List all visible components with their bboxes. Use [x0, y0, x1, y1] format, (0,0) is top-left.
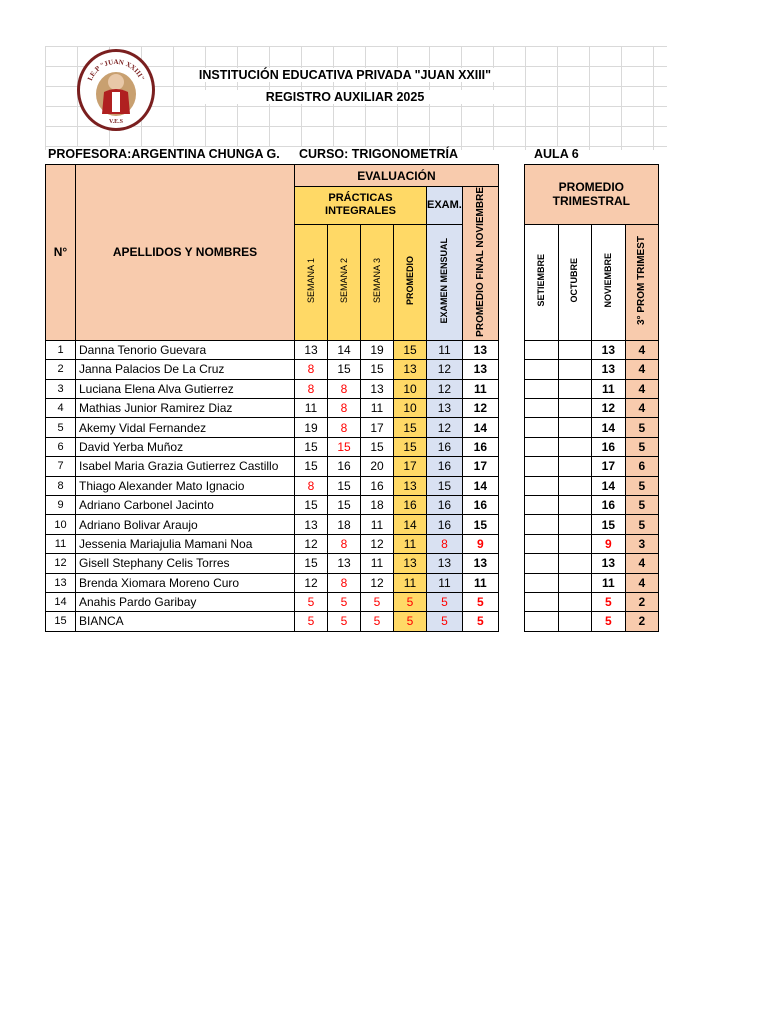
noviembre-grade: 14	[591, 418, 625, 437]
noviembre-grade: 16	[591, 495, 625, 514]
row-number: 5	[46, 418, 76, 437]
column-gap	[498, 612, 524, 631]
semana3-grade: 11	[361, 515, 394, 534]
promedio-grade: 5	[394, 592, 427, 611]
trimestral-grade: 2	[625, 612, 658, 631]
final-grade: 14	[462, 418, 498, 437]
noviembre-grade: 9	[591, 534, 625, 553]
octubre-grade	[558, 360, 591, 379]
noviembre-grade: 11	[591, 573, 625, 592]
row-number: 2	[46, 360, 76, 379]
octubre-grade	[558, 437, 591, 456]
octubre-grade	[558, 379, 591, 398]
student-name: David Yerba Muñoz	[76, 437, 295, 456]
semana1-grade: 13	[295, 340, 328, 359]
semana2-grade: 8	[328, 379, 361, 398]
octubre-grade	[558, 418, 591, 437]
exam-grade: 15	[427, 476, 463, 495]
noviembre-grade: 17	[591, 457, 625, 476]
row-number: 11	[46, 534, 76, 553]
exam-grade: 12	[427, 379, 463, 398]
semana3-grade: 19	[361, 340, 394, 359]
semana2-grade: 15	[328, 360, 361, 379]
student-name: Jessenia Mariajulia Mamani Noa	[76, 534, 295, 553]
noviembre-grade: 11	[591, 379, 625, 398]
trimestral-grade: 4	[625, 340, 658, 359]
table-row	[46, 418, 659, 437]
exam-grade: 16	[427, 437, 463, 456]
octubre-grade	[558, 573, 591, 592]
final-grade: 15	[462, 515, 498, 534]
final-grade: 13	[462, 340, 498, 359]
noviembre-grade: 16	[591, 437, 625, 456]
trimestral-grade: 4	[625, 573, 658, 592]
table-row	[46, 515, 659, 534]
octubre-grade	[558, 612, 591, 631]
exam-header: EXAM.	[427, 187, 463, 225]
octubre-grade	[558, 457, 591, 476]
semana3-grade: 11	[361, 554, 394, 573]
student-name: Janna Palacios De La Cruz	[76, 360, 295, 379]
semana1-grade: 19	[295, 418, 328, 437]
header-grid	[45, 46, 667, 161]
trimestral-grade: 2	[625, 592, 658, 611]
semana2-grade: 8	[328, 418, 361, 437]
noviembre-grade: 13	[591, 554, 625, 573]
student-name: Mathias Junior Ramirez Diaz	[76, 399, 295, 418]
final-grade: 17	[462, 457, 498, 476]
institution-title: INSTITUCIÓN EDUCATIVA PRIVADA "JUAN XXIII"	[195, 68, 495, 82]
semana3-grade: 17	[361, 418, 394, 437]
table-row	[46, 612, 659, 631]
row-number: 13	[46, 573, 76, 592]
table-row	[46, 592, 659, 611]
final-grade: 9	[462, 534, 498, 553]
final-grade: 11	[462, 573, 498, 592]
final-grade: 5	[462, 612, 498, 631]
exam-grade: 12	[427, 360, 463, 379]
final-grade: 13	[462, 360, 498, 379]
exam-grade: 5	[427, 612, 463, 631]
octubre-grade	[558, 399, 591, 418]
column-gap	[498, 476, 524, 495]
semana3-grade: 18	[361, 495, 394, 514]
column-gap	[498, 554, 524, 573]
semana2-grade: 8	[328, 399, 361, 418]
column-gap	[498, 457, 524, 476]
trimestral-grade: 4	[625, 399, 658, 418]
row-number: 1	[46, 340, 76, 359]
setiembre-grade	[524, 340, 558, 359]
exam-mensual-header: EXAMEN MENSUAL	[427, 224, 463, 340]
svg-text:I.E.P "JUAN XXIII": I.E.P "JUAN XXIII"	[86, 57, 146, 82]
column-gap	[498, 495, 524, 514]
semana2-grade: 8	[328, 573, 361, 592]
setiembre-grade	[524, 534, 558, 553]
table-row	[46, 573, 659, 592]
noviembre-grade: 15	[591, 515, 625, 534]
setiembre-grade	[524, 612, 558, 631]
column-gap	[498, 418, 524, 437]
exam-grade: 13	[427, 399, 463, 418]
octubre-header: OCTUBRE	[558, 224, 591, 340]
logo-seal-icon	[80, 52, 152, 128]
promedio-grade: 11	[394, 573, 427, 592]
column-gap	[498, 515, 524, 534]
promedio-grade: 14	[394, 515, 427, 534]
trimestral-grade: 5	[625, 495, 658, 514]
promedio-grade: 15	[394, 437, 427, 456]
semana1-grade: 8	[295, 360, 328, 379]
grades-table	[45, 164, 659, 632]
setiembre-grade	[524, 495, 558, 514]
exam-grade: 16	[427, 495, 463, 514]
row-number: 3	[46, 379, 76, 398]
octubre-grade	[558, 534, 591, 553]
trimestral-grade: 6	[625, 457, 658, 476]
final-grade: 16	[462, 495, 498, 514]
semana3-grade: 12	[361, 573, 394, 592]
trimestral-grade: 3	[625, 534, 658, 553]
row-number: 8	[46, 476, 76, 495]
column-gap	[498, 573, 524, 592]
semana1-grade: 15	[295, 437, 328, 456]
row-number: 10	[46, 515, 76, 534]
semana1-grade: 12	[295, 573, 328, 592]
setiembre-grade	[524, 437, 558, 456]
table-row	[46, 534, 659, 553]
setiembre-grade	[524, 476, 558, 495]
exam-grade: 8	[427, 534, 463, 553]
course-label: CURSO: TRIGONOMETRÍA	[299, 147, 459, 161]
semana1-grade: 8	[295, 379, 328, 398]
trimestral-grade: 4	[625, 554, 658, 573]
promedio-grade: 16	[394, 495, 427, 514]
student-name: Danna Tenorio Guevara	[76, 340, 295, 359]
semana2-grade: 5	[328, 612, 361, 631]
svg-text:V.E.S: V.E.S	[109, 119, 123, 125]
semana2-grade: 15	[328, 437, 361, 456]
setiembre-grade	[524, 457, 558, 476]
semana1-grade: 11	[295, 399, 328, 418]
semana3-grade: 5	[361, 592, 394, 611]
school-logo	[77, 49, 155, 131]
trimestral-grade: 5	[625, 437, 658, 456]
promedio-grade: 10	[394, 379, 427, 398]
promedio-grade: 13	[394, 360, 427, 379]
semana3-grade: 13	[361, 379, 394, 398]
semana2-grade: 8	[328, 534, 361, 553]
exam-grade: 11	[427, 340, 463, 359]
practicas-header: PRÁCTICAS INTEGRALES	[295, 187, 427, 225]
student-name: Luciana Elena Alva Gutierrez	[76, 379, 295, 398]
teacher-label: PROFESORA:ARGENTINA CHUNGA G.	[48, 147, 280, 161]
octubre-grade	[558, 340, 591, 359]
prom-trimest-header: 3° PROM TRIMEST	[625, 224, 658, 340]
octubre-grade	[558, 515, 591, 534]
final-grade: 5	[462, 592, 498, 611]
row-number: 15	[46, 612, 76, 631]
final-average-header: PROMEDIO FINAL NOVIEMBRE	[462, 187, 498, 341]
student-name: Adriano Carbonel Jacinto	[76, 495, 295, 514]
column-gap	[498, 360, 524, 379]
exam-grade: 12	[427, 418, 463, 437]
table-row	[46, 495, 659, 514]
setiembre-grade	[524, 573, 558, 592]
noviembre-grade: 12	[591, 399, 625, 418]
semana3-grade: 16	[361, 476, 394, 495]
row-number: 6	[46, 437, 76, 456]
column-gap	[498, 534, 524, 553]
student-name: Gisell Stephany Celis Torres	[76, 554, 295, 573]
semana1-grade: 5	[295, 592, 328, 611]
row-number: 14	[46, 592, 76, 611]
promedio-grade: 5	[394, 612, 427, 631]
setiembre-grade	[524, 399, 558, 418]
setiembre-grade	[524, 554, 558, 573]
octubre-grade	[558, 592, 591, 611]
semana2-grade: 14	[328, 340, 361, 359]
student-name: Brenda Xiomara Moreno Curo	[76, 573, 295, 592]
promedio-grade: 13	[394, 554, 427, 573]
column-gap	[498, 592, 524, 611]
semana2-header: SEMANA 2	[328, 224, 361, 340]
semana3-grade: 20	[361, 457, 394, 476]
row-number: 7	[46, 457, 76, 476]
table-row	[46, 554, 659, 573]
table-row	[46, 399, 659, 418]
final-grade: 13	[462, 554, 498, 573]
column-gap	[498, 165, 524, 341]
student-name: Thiago Alexander Mato Ignacio	[76, 476, 295, 495]
trimestral-grade: 5	[625, 418, 658, 437]
promedio-grade: 17	[394, 457, 427, 476]
promedio-grade: 15	[394, 340, 427, 359]
trimestral-header: PROMEDIO TRIMESTRAL	[524, 165, 658, 225]
evaluation-header: EVALUACIÓN	[295, 165, 499, 187]
semana1-grade: 13	[295, 515, 328, 534]
column-gap	[498, 437, 524, 456]
promedio-header: PROMEDIO	[394, 224, 427, 340]
student-name: Isabel Maria Grazia Gutierrez Castillo	[76, 457, 295, 476]
semana3-grade: 5	[361, 612, 394, 631]
table-row	[46, 360, 659, 379]
octubre-grade	[558, 554, 591, 573]
trimestral-grade: 5	[625, 476, 658, 495]
semana2-grade: 5	[328, 592, 361, 611]
noviembre-grade: 13	[591, 340, 625, 359]
exam-grade: 5	[427, 592, 463, 611]
table-row	[46, 340, 659, 359]
row-number: 12	[46, 554, 76, 573]
student-name: BIANCA	[76, 612, 295, 631]
student-name: Anahis Pardo Garibay	[76, 592, 295, 611]
final-grade: 16	[462, 437, 498, 456]
promedio-grade: 11	[394, 534, 427, 553]
semana3-grade: 11	[361, 399, 394, 418]
exam-grade: 11	[427, 573, 463, 592]
semana3-grade: 15	[361, 360, 394, 379]
room-label: AULA 6	[534, 147, 579, 161]
final-grade: 11	[462, 379, 498, 398]
semana1-header: SEMANA 1	[295, 224, 328, 340]
setiembre-grade	[524, 418, 558, 437]
semana2-grade: 16	[328, 457, 361, 476]
table-row	[46, 379, 659, 398]
col-names-header: APELLIDOS Y NOMBRES	[76, 165, 295, 341]
semana1-grade: 8	[295, 476, 328, 495]
table-row	[46, 457, 659, 476]
exam-grade: 16	[427, 515, 463, 534]
student-rows	[46, 340, 659, 631]
final-grade: 12	[462, 399, 498, 418]
exam-grade: 16	[427, 457, 463, 476]
student-name: Akemy Vidal Fernandez	[76, 418, 295, 437]
trimestral-grade: 4	[625, 379, 658, 398]
octubre-grade	[558, 495, 591, 514]
semana2-grade: 15	[328, 495, 361, 514]
semana1-grade: 12	[295, 534, 328, 553]
column-gap	[498, 379, 524, 398]
semana2-grade: 15	[328, 476, 361, 495]
semana2-grade: 18	[328, 515, 361, 534]
setiembre-grade	[524, 379, 558, 398]
semana1-grade: 15	[295, 554, 328, 573]
trimestral-grade: 5	[625, 515, 658, 534]
table-row	[46, 437, 659, 456]
column-gap	[498, 340, 524, 359]
row-number: 4	[46, 399, 76, 418]
setiembre-grade	[524, 515, 558, 534]
noviembre-header: NOVIEMBRE	[591, 224, 625, 340]
setiembre-header: SETIEMBRE	[524, 224, 558, 340]
col-number-header: N°	[46, 165, 76, 341]
noviembre-grade: 5	[591, 592, 625, 611]
promedio-grade: 10	[394, 399, 427, 418]
semana1-grade: 15	[295, 457, 328, 476]
sheet-header-area	[45, 46, 667, 161]
noviembre-grade: 5	[591, 612, 625, 631]
table-row	[46, 476, 659, 495]
exam-grade: 13	[427, 554, 463, 573]
octubre-grade	[558, 476, 591, 495]
semana3-header: SEMANA 3	[361, 224, 394, 340]
register-title: REGISTRO AUXILIAR 2025	[195, 90, 495, 104]
trimestral-grade: 4	[625, 360, 658, 379]
student-name: Adriano Bolivar Araujo	[76, 515, 295, 534]
setiembre-grade	[524, 360, 558, 379]
semana1-grade: 5	[295, 612, 328, 631]
column-gap	[498, 399, 524, 418]
semana3-grade: 15	[361, 437, 394, 456]
noviembre-grade: 13	[591, 360, 625, 379]
semana1-grade: 15	[295, 495, 328, 514]
semana3-grade: 12	[361, 534, 394, 553]
row-number: 9	[46, 495, 76, 514]
promedio-grade: 15	[394, 418, 427, 437]
promedio-grade: 13	[394, 476, 427, 495]
noviembre-grade: 14	[591, 476, 625, 495]
final-grade: 14	[462, 476, 498, 495]
semana2-grade: 13	[328, 554, 361, 573]
setiembre-grade	[524, 592, 558, 611]
